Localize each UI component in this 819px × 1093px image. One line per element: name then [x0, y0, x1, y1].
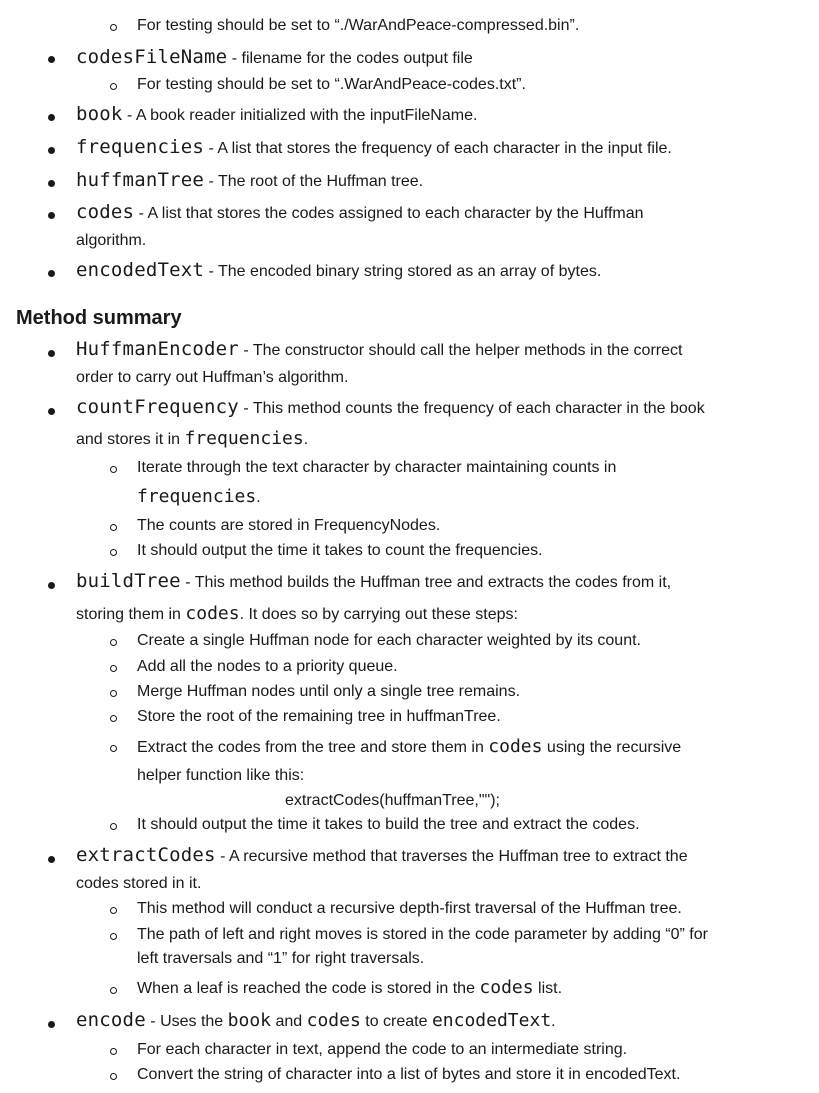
sub-bullet-icon: [110, 83, 117, 90]
field-book: book - A book reader initialized with the inputFileName.: [76, 103, 478, 125]
bullet-icon: [48, 212, 55, 219]
field-frequencies: frequencies - A list that stores the frequency of each character in the input file.: [76, 136, 672, 158]
sub-bullet-icon: [110, 823, 117, 830]
countfrequency-step-2: The counts are stored in FrequencyNodes.: [137, 517, 441, 534]
field-huffmantree: huffmanTree - The root of the Huffman tree.: [76, 169, 424, 191]
countfrequency-step-3: It should output the time it takes to count the frequencies.: [137, 542, 543, 559]
bullet-icon: [48, 114, 55, 121]
codes-filename-note: For testing should be set to “.WarAndPeace-codes.txt”.: [137, 76, 526, 93]
bullet-icon: [48, 56, 55, 63]
sub-bullet-icon: [110, 1048, 117, 1055]
bullet-icon: [48, 147, 55, 154]
sub-bullet-icon: [110, 466, 117, 473]
method-encode: encode - Uses the book and codes to create encodedText.: [76, 1009, 556, 1031]
encode-step-1: For each character in text, append the code to an intermediate string.: [137, 1041, 628, 1058]
countfrequency-step-1-cont: frequencies.: [137, 486, 261, 507]
buildtree-step-5: Extract the codes from the tree and store them in codes using the recursive: [137, 736, 682, 757]
sub-bullet-icon: [110, 987, 117, 994]
field-codes-cont: algorithm.: [76, 232, 147, 249]
buildtree-step-5-cont: helper function like this:: [137, 767, 305, 784]
method-countfrequency: countFrequency - This method counts the frequency of each character in the book: [76, 396, 705, 418]
buildtree-step-6: It should output the time it takes to build the tree and extract the codes.: [137, 816, 640, 833]
sub-bullet-icon: [110, 1073, 117, 1080]
field-encodedtext: encodedText - The encoded binary string stored as an array of bytes.: [76, 259, 602, 281]
method-extractcodes: extractCodes - A recursive method that traverses the Huffman tree to extract the: [76, 844, 688, 866]
extractcodes-step-1: This method will conduct a recursive depth-first traversal of the Huffman tree.: [137, 900, 682, 917]
input-filename-note: For testing should be set to “./WarAndPeace-compressed.bin”.: [137, 17, 580, 34]
sub-bullet-icon: [110, 907, 117, 914]
bullet-icon: [48, 350, 55, 357]
encode-step-2: Convert the string of character into a list of bytes and store it in encodedText.: [137, 1066, 681, 1083]
buildtree-step-4: Store the root of the remaining tree in huffmanTree.: [137, 708, 501, 725]
bullet-icon: [48, 1021, 55, 1028]
bullet-icon: [48, 408, 55, 415]
buildtree-step-3: Merge Huffman nodes until only a single tree remains.: [137, 683, 521, 700]
extractcodes-step-2: The path of left and right moves is stored in the code parameter by adding “0” for: [137, 926, 708, 943]
field-codesfilename: codesFileName - filename for the codes output file: [76, 46, 473, 68]
method-summary-heading: Method summary: [16, 307, 182, 329]
sub-bullet-icon: [110, 639, 117, 646]
extractcodes-call-example: extractCodes(huffmanTree,"");: [285, 792, 500, 809]
bullet-icon: [48, 582, 55, 589]
sub-bullet-icon: [110, 690, 117, 697]
method-buildtree: buildTree - This method builds the Huffman tree and extracts the codes from it,: [76, 570, 672, 592]
method-countfrequency-cont: and stores it in frequencies.: [76, 428, 309, 449]
sub-bullet-icon: [110, 745, 117, 752]
sub-bullet-icon: [110, 24, 117, 31]
sub-bullet-icon: [110, 665, 117, 672]
method-huffmanencoder: HuffmanEncoder - The constructor should call the helper methods in the correct: [76, 338, 683, 360]
extractcodes-step-2-cont: left traversals and “1” for right traversals.: [137, 950, 425, 967]
method-buildtree-cont: storing them in codes. It does so by carrying out these steps:: [76, 603, 518, 624]
method-huffmanencoder-cont: order to carry out Huffman’s algorithm.: [76, 369, 349, 386]
sub-bullet-icon: [110, 549, 117, 556]
sub-bullet-icon: [110, 524, 117, 531]
bullet-icon: [48, 180, 55, 187]
extractcodes-step-3: When a leaf is reached the code is stored in the codes list.: [137, 977, 563, 998]
bullet-icon: [48, 270, 55, 277]
countfrequency-step-1: Iterate through the text character by character maintaining counts in: [137, 459, 617, 476]
buildtree-step-1: Create a single Huffman node for each character weighted by its count.: [137, 632, 641, 649]
method-extractcodes-cont: codes stored in it.: [76, 875, 202, 892]
sub-bullet-icon: [110, 933, 117, 940]
field-codes: codes - A list that stores the codes assigned to each character by the Huffman: [76, 201, 644, 223]
sub-bullet-icon: [110, 715, 117, 722]
buildtree-step-2: Add all the nodes to a priority queue.: [137, 658, 398, 675]
bullet-icon: [48, 856, 55, 863]
